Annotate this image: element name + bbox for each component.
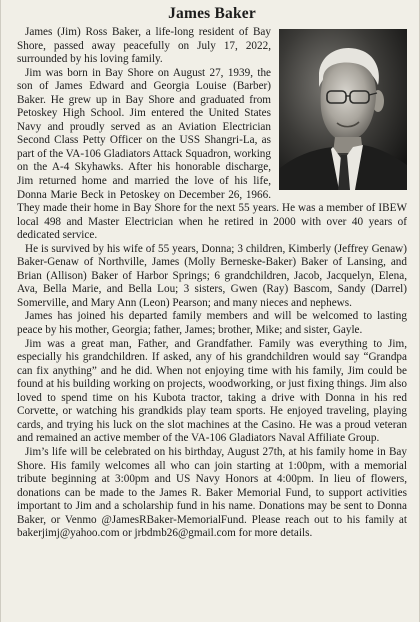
portrait-drawing [279,29,407,190]
paragraph-character: Jim was a great man, Father, and Grandfather. Family was everything to Jim, especially his grandchildren. If asked, any of his grandchildren would say “Grandpa can fix anything” and he did. When not enjoying time with his family, Jim could be found at his building working on projects, woodworking, or just fixing things. Jim also loved to spend time on his Kubota tractor, taking a drive with Donna in his red Corvette, or watching his grandkids play team sports. He enjoyed traveling, playing cards, and trying his luck on the slot machines at the Casino. He was a proud veteran and remained an active member of the VA-106 Gladiators Naval Affiliate Group. [17,337,407,445]
portrait-photo [279,29,407,190]
paragraph-biography: Jim was born in Bay Shore on August 27, 1939, the son of James Edward and Georgia Louise (Barber) Baker. He grew up in Bay Shore and graduated from Petoskey High School. Jim entered the United States Navy and proudly served as an Aviation Electrician Second Class Petty Officer on the USS Shangri-La, as part of the VA-106 Gladiators Attack Squadron, working on the A-4 Skyhawks. After his honorable discharge, Jim returned home and married the love of his life, Donna Marie Beck in Petoskey on December 26, 1966. They made their home in Bay Shore for the next 55 years. He was a member of IBEW local 498 and Master Electrician when he retired in 2000 with over 40 years of dedicated service. [17,66,407,242]
paragraph-survivors: He is survived by his wife of 55 years, Donna; 3 children, Kimberly (Jeffrey Genaw) Baker-Genaw of Northville, James (Molly Berneske-Baker) Baker of Lansing, and Brian (Allison) Baker of Harbor Springs; 6 grandchildren, Jacob, Jacquelyn, Elena, Ava, Bella Marie, and Bella Lou; 3 sisters, Gwen (Ray) Bascom, Sandy (Darrel) Somerville, and Mary Ann (Leon) Pearson; and many nieces and nephews. [17,242,407,309]
paragraph-service: Jim’s life will be celebrated on his birthday, August 27th, at his family home in Bay Shore. His family welcomes all who can join starting at 1:00pm, with a memorial tribute beginning at 3:00pm and US Navy Honors at 4:00pm. In lieu of flowers, donations can be made to the James R. Baker Memorial Fund, to support activities important to Jim and a scholarship fund in his name. Donations may be sent to Donna Baker, or Venmo @JamesRBaker-MemorialFund. Please reach out to his family at bakerjimj@yahoo.com or jrbdmb26@gmail.com for more details. [17,445,407,540]
paragraph-intro: James (Jim) Ross Baker, a life-long resident of Bay Shore, passed away peacefully on July 17, 2022, surrounded by his loving family. [17,26,271,66]
obituary-title: James Baker [168,5,256,22]
paragraph-predeceased: James has joined his departed family members and will be welcomed to lasting peace by his mother, Georgia; father, James; brother, Mike; and sister, Gayle. [17,310,407,337]
